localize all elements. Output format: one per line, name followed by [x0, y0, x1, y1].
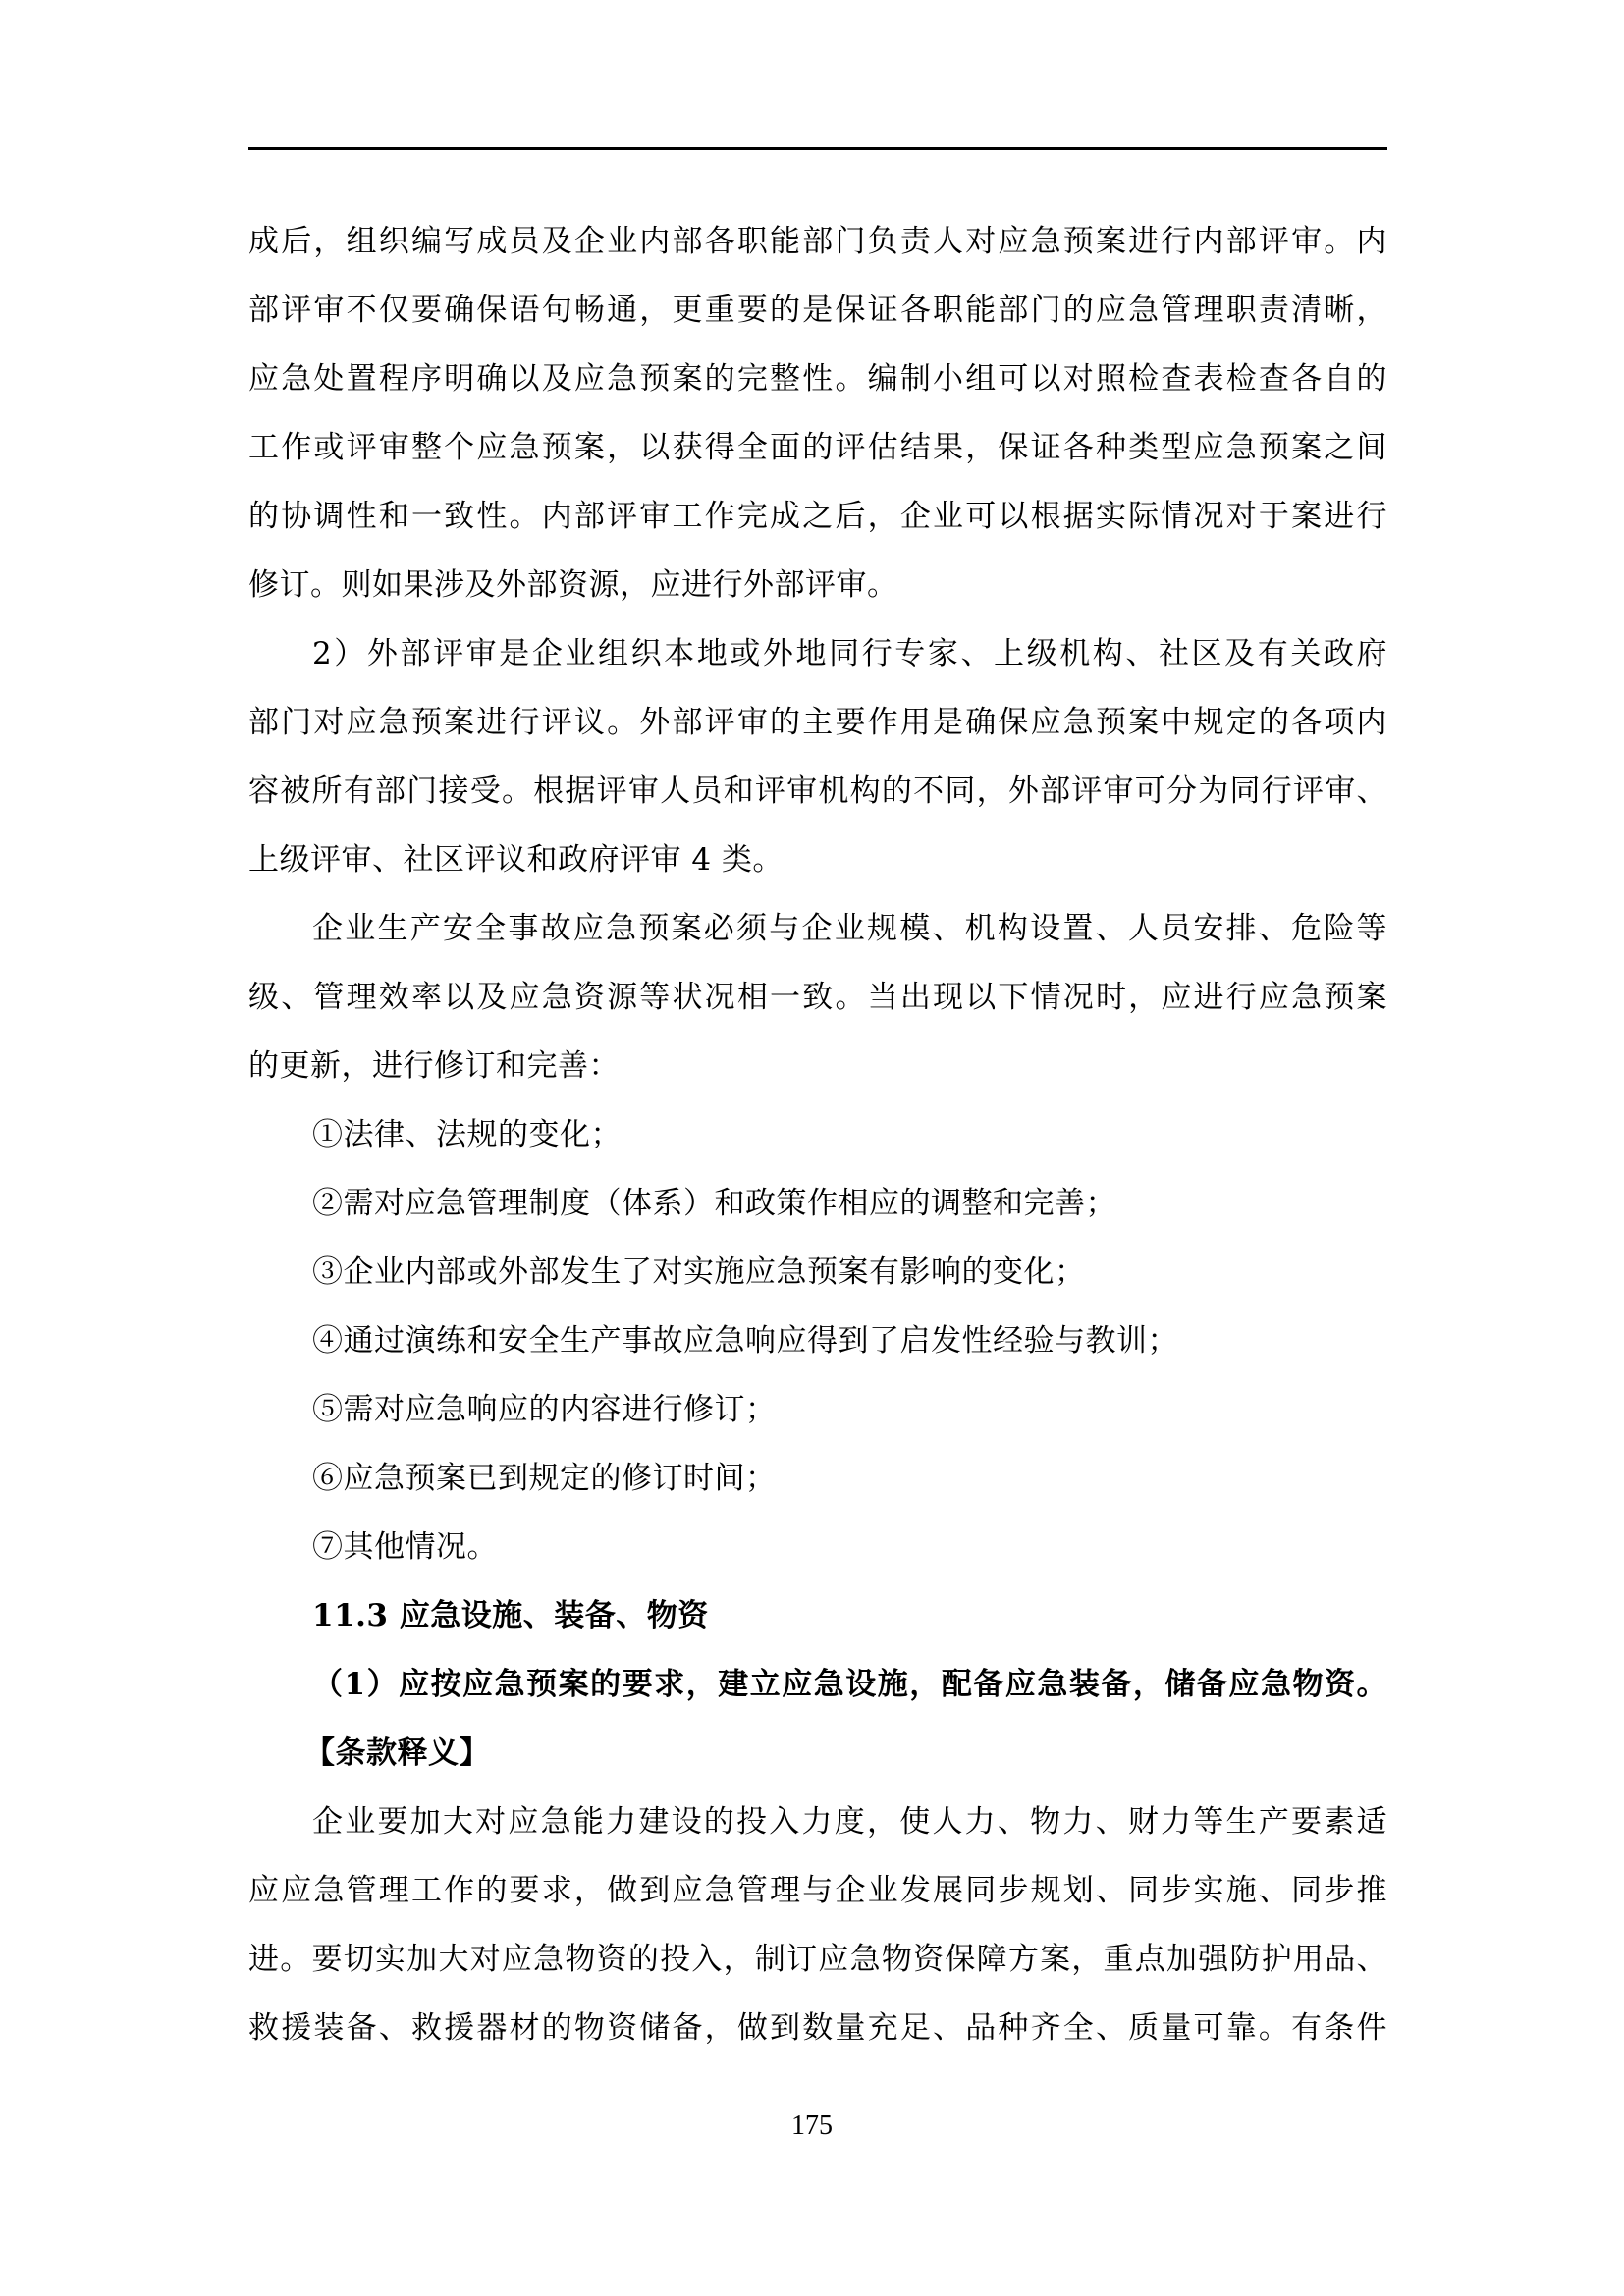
text-line: 部评审不仅要确保语句畅通，更重要的是保证各职能部门的应急管理职责清晰，: [248, 293, 1387, 328]
list-item: ③企业内部或外部发生了对实施应急预案有影响的变化；: [312, 1255, 1086, 1290]
list-item: ④通过演练和安全生产事故应急响应得到了启发性经验与教训；: [312, 1323, 1178, 1359]
text-line: 的更新，进行修订和完善：: [248, 1048, 620, 1084]
text-line: 进。要切实加大对应急物资的投入，制订应急物资保障方案，重点加强防护用品、: [248, 1942, 1387, 1977]
text-line: 应急处置程序明确以及应急预案的完整性。编制小组可以对照检查表检查各自的: [248, 361, 1387, 397]
text-line: 企业要加大对应急能力建设的投入力度，使人力、物力、财力等生产要素适: [312, 1804, 1387, 1840]
text-line: 救援装备、救援器材的物资储备，做到数量充足、品种齐全、质量可靠。有条件: [248, 2010, 1387, 2046]
list-item: ⑤需对应急响应的内容进行修订；: [312, 1392, 777, 1427]
text-line: 2）外部评审是企业组织本地或外地同行专家、上级机构、社区及有关政府: [312, 636, 1387, 671]
list-item: ①法律、法规的变化；: [312, 1117, 622, 1152]
text-line: 修订。则如果涉及外部资源，应进行外部评审。: [248, 567, 898, 603]
section-heading: 11.3 应急设施、装备、物资: [312, 1598, 709, 1633]
text-line: 容被所有部门接受。根据评审人员和评审机构的不同，外部评审可分为同行评审、: [248, 774, 1387, 809]
clause-text: （1）应按应急预案的要求，建立应急设施，配备应急装备，储备应急物资。: [312, 1667, 1387, 1702]
text-line: 部门对应急预案进行评议。外部评审的主要作用是确保应急预案中规定的各项内: [248, 705, 1387, 740]
explanation-heading: 【条款释义】: [304, 1735, 490, 1771]
text-line: 级、管理效率以及应急资源等状况相一致。当出现以下情况时，应进行应急预案: [248, 980, 1387, 1015]
text-line: 工作或评审整个应急预案，以获得全面的评估结果，保证各种类型应急预案之间: [248, 430, 1387, 465]
page-number: 175: [791, 2110, 833, 2141]
list-item: ⑦其他情况。: [312, 1529, 498, 1565]
text-line: 上级评审、社区评议和政府评审 4 类。: [248, 842, 784, 878]
text-line: 企业生产安全事故应急预案必须与企业规模、机构设置、人员安排、危险等: [312, 911, 1387, 946]
header-rule: [248, 147, 1387, 150]
text-line: 应应急管理工作的要求，做到应急管理与企业发展同步规划、同步实施、同步推: [248, 1873, 1387, 1908]
text-line: 的协调性和一致性。内部评审工作完成之后，企业可以根据实际情况对于案进行: [248, 499, 1387, 534]
list-item: ②需对应急管理制度（体系）和政策作相应的调整和完善；: [312, 1186, 1116, 1221]
list-item: ⑥应急预案已到规定的修订时间；: [312, 1461, 777, 1496]
text-line: 成后，组织编写成员及企业内部各职能部门负责人对应急预案进行内部评审。内: [248, 224, 1387, 259]
